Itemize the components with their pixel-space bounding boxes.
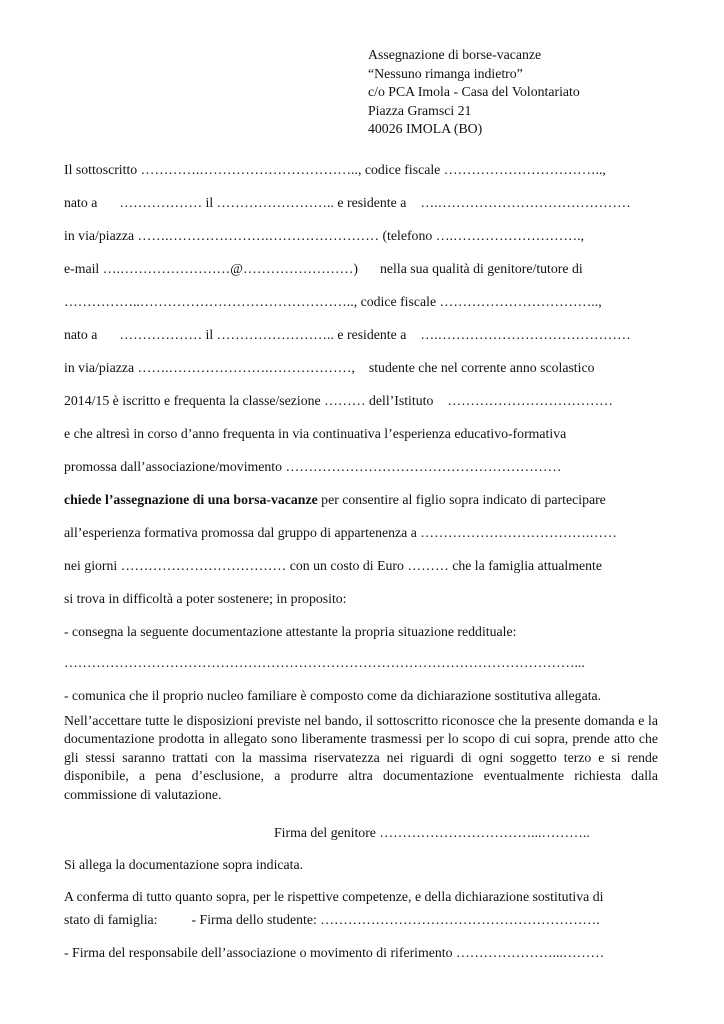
address-line: “Nessuno rimanga indietro” [368,65,523,81]
address-line: Assegnazione di borse-vacanze [368,47,542,62]
form-line-family: - comunica che il proprio nucleo familiare è composto come da dichiarazione sostitutiva allegata. [64,688,602,703]
form-line-street: in via/piazza …….………………….…………………… (telefono ….………………………., [64,228,585,243]
address-line: c/o PCA Imola - Casa del Volontariato [368,84,580,99]
form-line-student-name: ……………..……………………………………….., codice fiscale …………………………….., [64,294,602,309]
recipient-address [368,46,580,139]
form-line-days: nei giorni ……………………………… con un costo di Euro ……… che la famiglia attualmente [64,558,602,573]
form-line-difficulty: si trova in difficoltà a poter sostenere; in proposito: [64,591,347,606]
form-line-class: 2014/15 è iscritto e frequenta la classe/sezione ……… dell’Istituto ……………………………… [64,393,613,408]
form-line-student-birth: nato a ……………… il …………………….. e residente a ….…………………………………… [64,327,631,342]
form-line-association: promossa dall’associazione/movimento …………………………………………………… [64,459,562,474]
attached-note: Si allega la documentazione sopra indicata. [64,857,304,872]
address-line: 40026 IMOLA (BO) [368,121,483,136]
form-line-documentation: - consegna la seguente documentazione attestante la propria situazione reddituale: [64,624,517,639]
form-line-email: e-mail ….……………………@……………………) nella sua qualità di genitore/tutore di [64,261,583,276]
address-line: Piazza Gramsci 21 [368,102,472,118]
form-line-request: chiede l’assegnazione di una borsa-vacanze per consentire al figlio sopra indicato di partecipare [64,492,606,507]
form-line-experience: e che altresì in corso d’anno frequenta in via continuativa l’esperienza educativo-formativa [64,426,567,441]
parent-signature-line: Firma del genitore ……………………………...……….. [274,825,590,840]
form-line-group: all’esperienza formativa promossa dal gruppo di appartenenza a ……………………………….…… [64,525,617,540]
form-line-student-street: in via/piazza …….………………….………………, studente che nel corrente anno scolastico [64,360,595,375]
confirmation-line: A conferma di tutto quanto sopra, per le rispettive competenze, e della dichiarazione sostitutiva di [64,889,604,904]
responsible-signature-line: - Firma del responsabile dell’associazione o movimento di riferimento …………………...……… [64,945,605,960]
form-line-blank: …………………………………………………………………………………………………... [64,655,585,670]
form-line-name: Il sottoscritto ………….…………………………….., codice fiscale …………………………….., [64,162,606,177]
declaration-paragraph: Nell’accettare tutte le disposizioni previste nel bando, il sottoscritto riconosce che la presente domanda e la documentazione prodotta in allegato sono liberamente trasmessi per lo scopo di cui sopra, prende atto che gli stessi saranno trattati con la massima riservatezza nei riguardi di ogni soggetto terzo e si rende disponibile, a pena d’esclusione, a produrre altra documentazione eventualmente richiesta dalla commissione di valutazione. [64,713,658,802]
student-signature-line: stato di famiglia: - Firma dello studente: ……………………………………………………. [64,912,600,927]
form-line-birth: nato a ……………… il …………………….. e residente a ….…………………………………… [64,195,631,210]
